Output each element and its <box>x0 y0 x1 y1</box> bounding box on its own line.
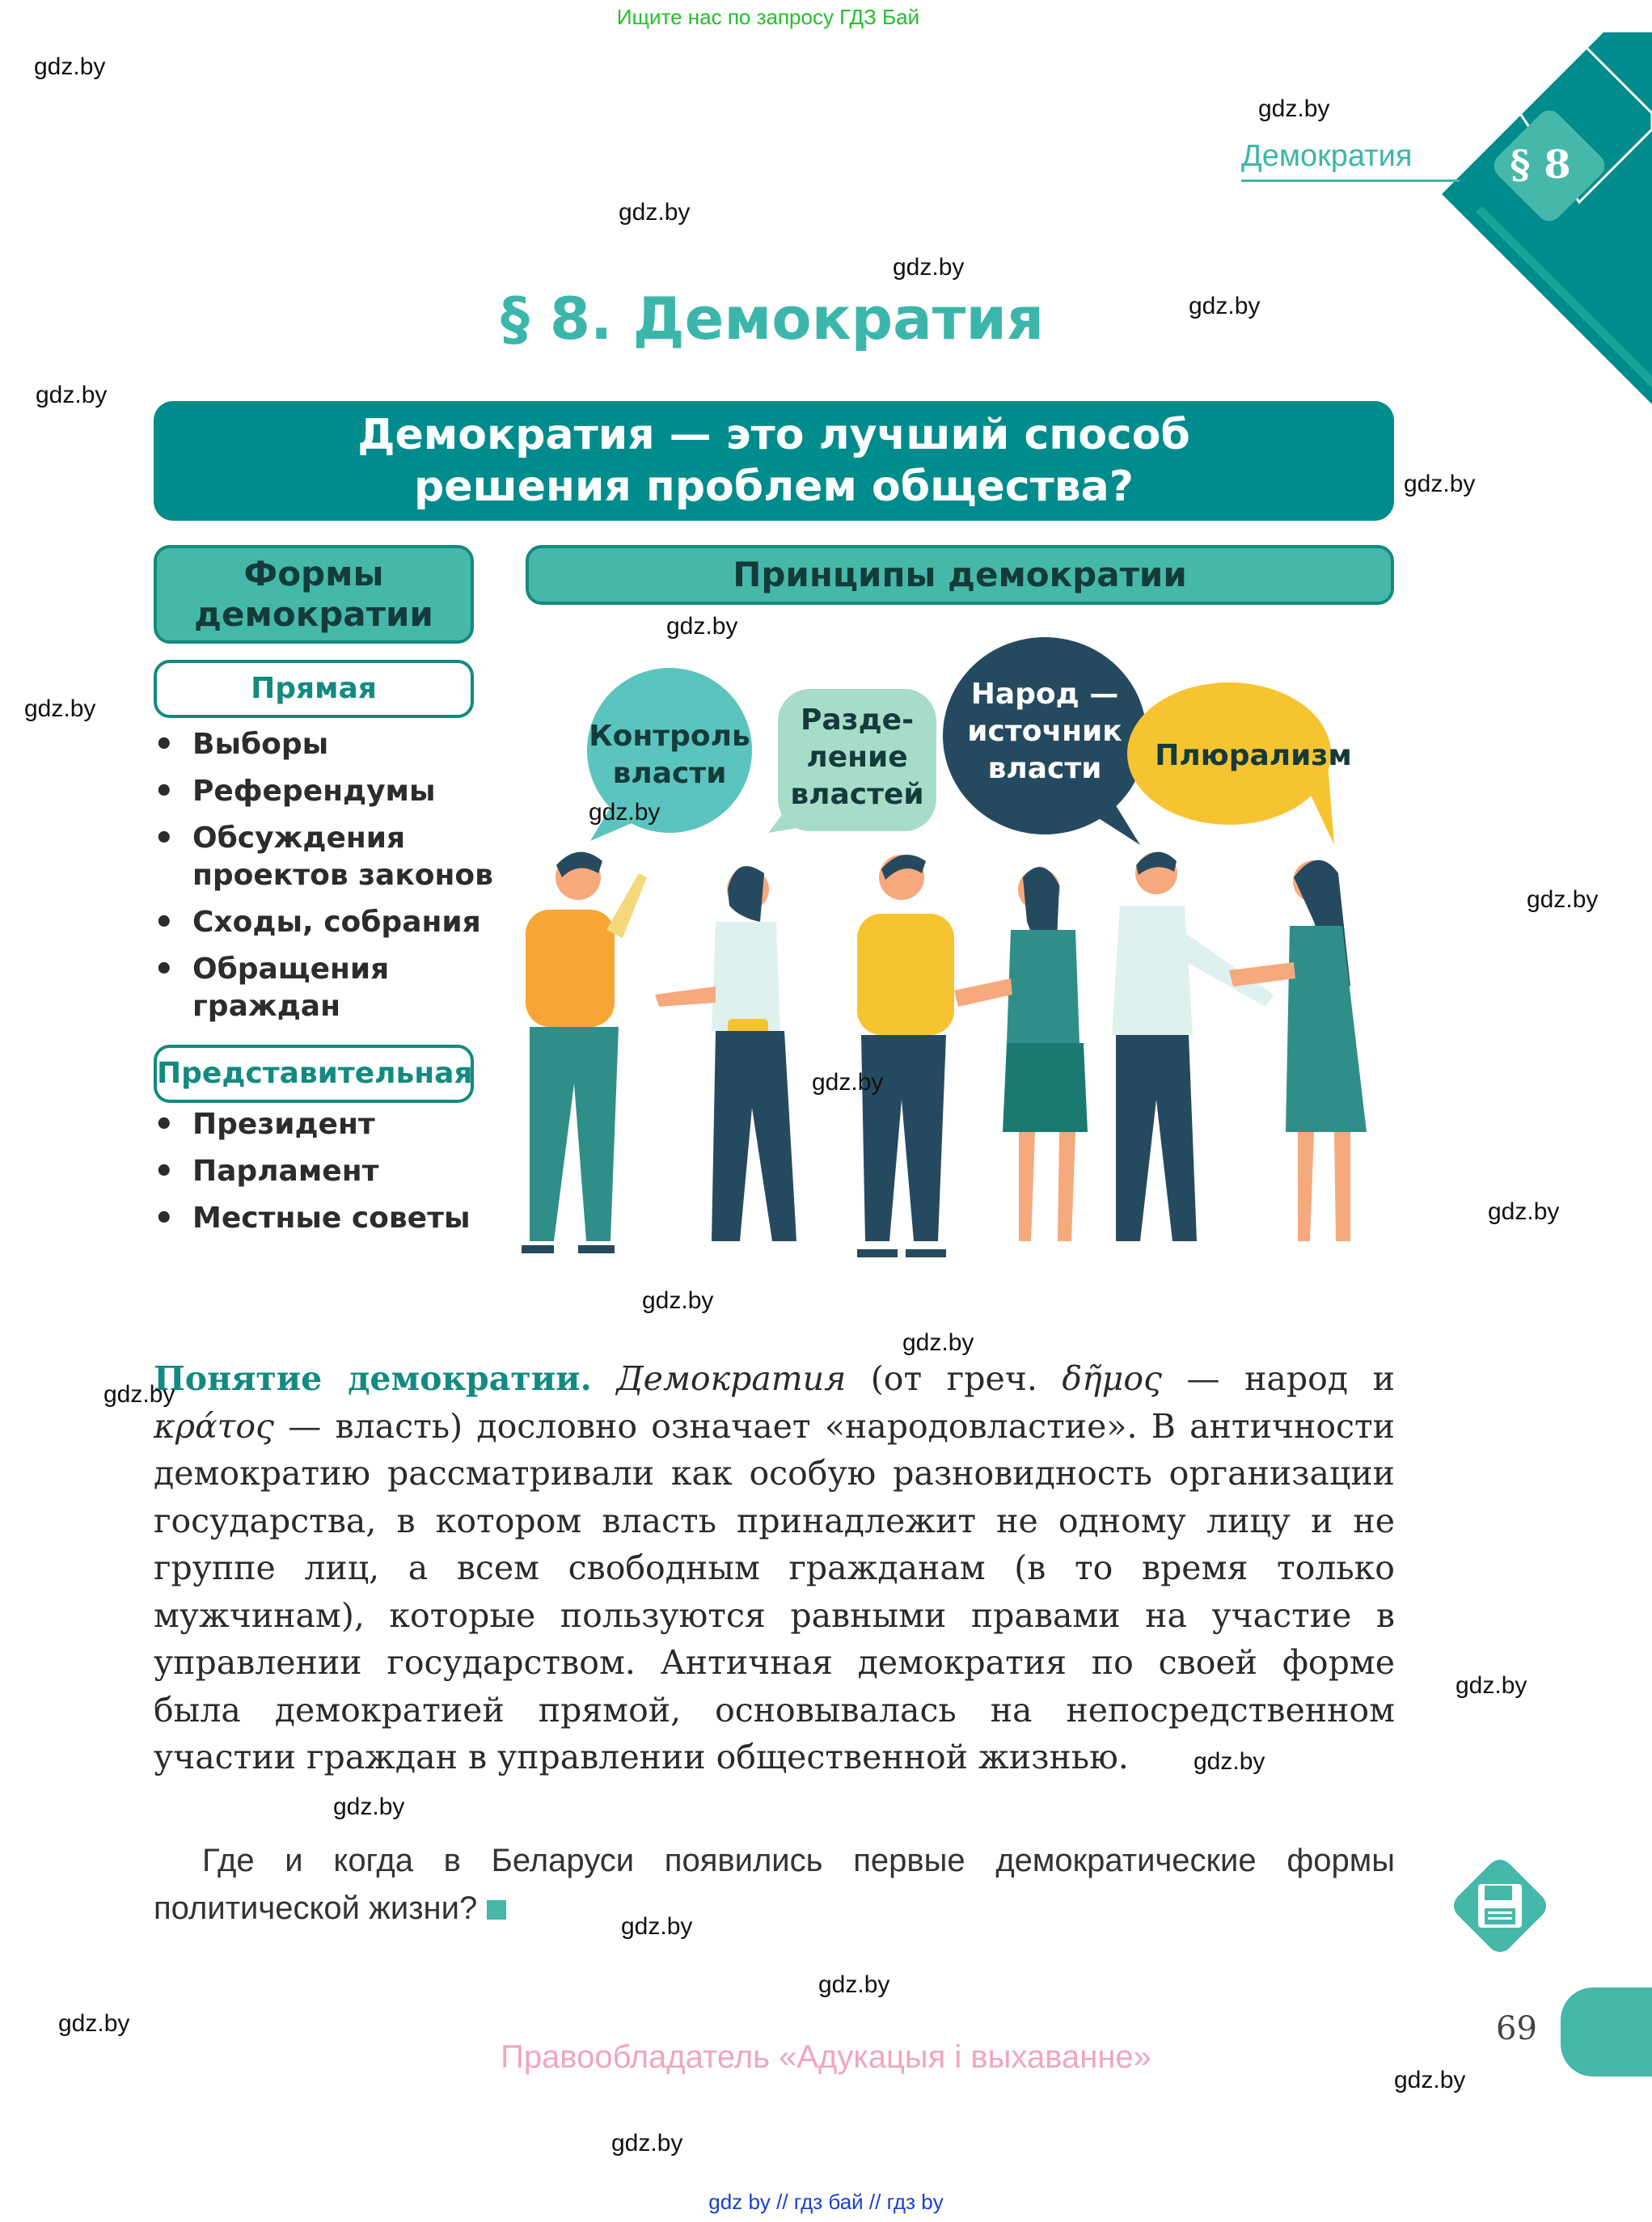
person-man-white <box>1112 852 1274 1241</box>
paragraph-text: — власть) дословно означает «народовластие». В античности демократию рассматривали как особую разновидность организации государства, в котором власть принадлежит не одному лицу и не группе лиц, а всем свободным гражданам (в то время только мужчинам), которые пользуются равными правами на участие в управлении государством. Античная демократия по своей форме была демократией прямой, основывалась на непосредственном участии граждан в управлении общественной жизнью. <box>154 1406 1395 1776</box>
bubble-line: власти <box>987 752 1102 785</box>
page-title: § 8. Демократия <box>500 285 1045 353</box>
paragraph-heading: Понятие демократии. <box>154 1359 592 1398</box>
watermark: gdz.by <box>1456 1672 1527 1699</box>
watermark: gdz.by <box>893 254 965 281</box>
question-end-mark <box>487 1900 506 1920</box>
forms-heading <box>154 545 474 644</box>
list-item: • Сходы, собрания <box>154 904 493 941</box>
watermark: gdz.by <box>1194 1748 1265 1775</box>
watermark: gdz.by <box>642 1287 714 1314</box>
concept-paragraph <box>154 1355 1395 1781</box>
direct-democracy-list <box>154 726 493 1035</box>
list-item: • Выборы <box>154 726 493 763</box>
watermark: gdz.by <box>1488 1198 1560 1225</box>
greek-word: κράτος <box>154 1406 275 1446</box>
paragraph-term: Демократия <box>616 1359 847 1398</box>
representative-democracy-list <box>154 1106 493 1247</box>
banner-line-2: решения проблем общества? <box>414 463 1134 511</box>
watermark: gdz.by <box>24 695 96 722</box>
watermark: gdz.by <box>812 1069 884 1096</box>
bubble-pluralism-text <box>1148 737 1358 775</box>
bubble-separation-text <box>778 702 936 813</box>
watermark: gdz.by <box>104 1381 175 1408</box>
person-woman-teal <box>1229 860 1367 1241</box>
bubble-line: власти <box>612 757 727 790</box>
watermark: gdz.by <box>1527 886 1599 913</box>
watermark: gdz.by <box>621 1913 693 1940</box>
corner-decoration <box>1409 0 1652 420</box>
person-man-orange <box>522 852 647 1253</box>
bubble-control-text <box>589 718 750 792</box>
bubble-people-text <box>948 676 1142 788</box>
forms-heading-line-1: Формы <box>243 554 384 594</box>
greek-word: δῆμος <box>1062 1359 1162 1398</box>
bubble-line: Плюрализм <box>1155 739 1352 772</box>
watermark: gdz.by <box>818 1971 890 1998</box>
list-item: • Президент <box>154 1106 493 1143</box>
direct-democracy-label: Прямая <box>154 660 474 718</box>
running-head-rule <box>1241 180 1460 182</box>
footer-links[interactable]: gdz by // гдз бай // гдз by <box>708 2190 944 2214</box>
bubble-line: Народ — <box>970 678 1119 711</box>
list-item: • Местные советы <box>154 1200 493 1237</box>
forms-heading-line-2: демократии <box>194 594 433 634</box>
watermark: gdz.by <box>1394 2067 1466 2093</box>
watermark: gdz.by <box>902 1329 974 1356</box>
bubble-line: источник <box>967 715 1122 748</box>
watermark: gdz.by <box>611 2130 683 2157</box>
person-woman-green <box>954 867 1088 1241</box>
principles-heading: Принципы демократии <box>526 545 1394 605</box>
section-badge: § 8 <box>1510 142 1571 188</box>
watermark: gdz.by <box>34 53 106 80</box>
list-item: • Референдумы <box>154 773 493 810</box>
question-text <box>154 1837 1395 1933</box>
watermark: gdz.by <box>666 613 738 640</box>
list-item: • Обсуждения проектов законов <box>154 820 493 894</box>
watermark: gdz.by <box>36 382 108 408</box>
question-body: Где и когда в Беларуси появились первые демократические формы политической жизни? <box>154 1843 1395 1926</box>
watermark: gdz.by <box>333 1793 405 1820</box>
people-illustration <box>518 841 1399 1261</box>
paragraph-text: (от греч. <box>870 1359 1037 1398</box>
bubble-line: Разде- <box>800 703 915 737</box>
rights-holder: Правообладатель «Адукацыя і выхаванне» <box>501 2039 1151 2075</box>
save-icon[interactable] <box>1439 1845 1561 1966</box>
question-banner <box>154 401 1394 521</box>
list-item: • Обращения граждан <box>154 951 493 1025</box>
watermark: gdz.by <box>589 799 661 826</box>
banner-line-1: Демократия — это лучший способ <box>357 411 1190 459</box>
bubble-line: ление <box>806 741 908 774</box>
watermark: gdz.by <box>1258 95 1330 122</box>
watermark: gdz.by <box>58 2010 130 2037</box>
list-item: • Парламент <box>154 1153 493 1190</box>
representative-democracy-label: Представительная <box>154 1045 474 1103</box>
person-woman-white <box>655 866 796 1241</box>
paragraph-text: — народ и <box>1186 1359 1395 1398</box>
watermark: gdz.by <box>1189 293 1261 319</box>
bubble-line: Контроль <box>589 720 750 753</box>
watermark: gdz.by <box>619 199 691 226</box>
top-search-note: Ищите нас по запросу ГДЗ Бай <box>616 5 920 29</box>
running-head: Демократия <box>1241 139 1413 173</box>
bubble-line: властей <box>790 778 924 811</box>
page-number: 69 <box>1496 2010 1537 2047</box>
person-man-yellow <box>857 855 954 1257</box>
watermark: gdz.by <box>1404 471 1476 497</box>
